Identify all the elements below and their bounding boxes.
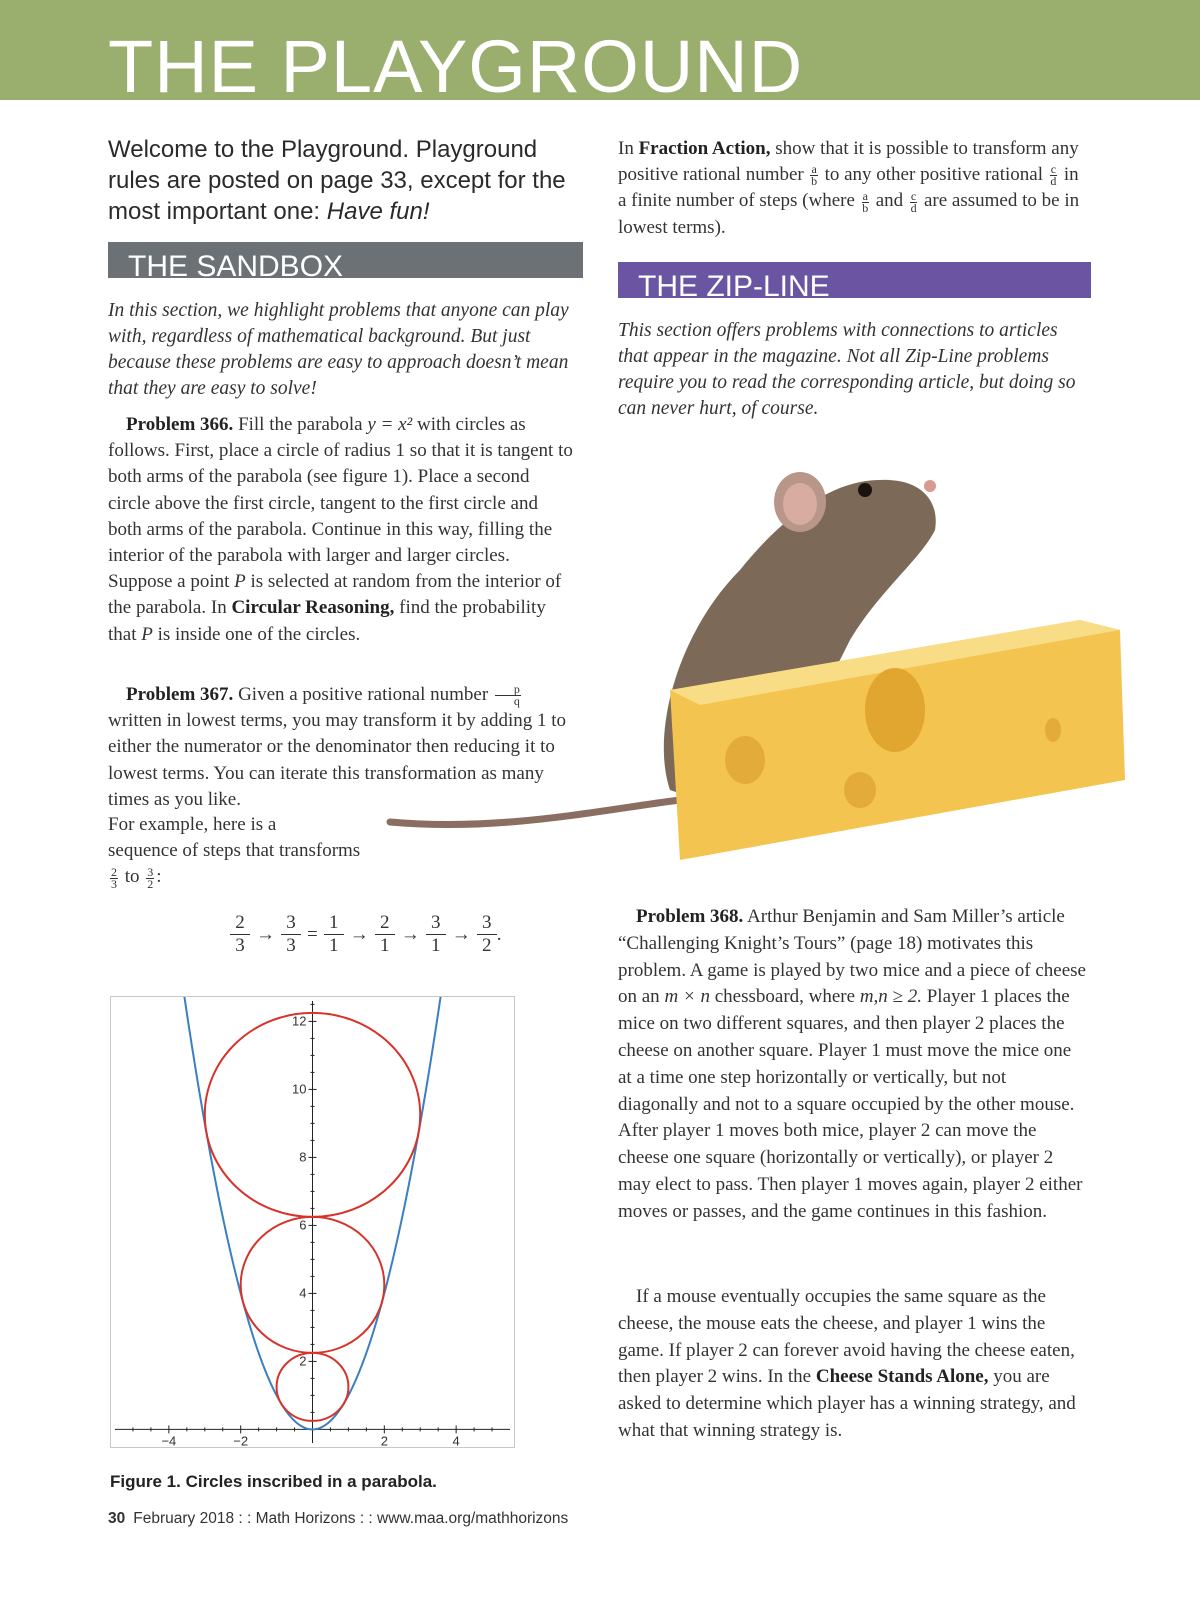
problem-368-label: Problem 368.	[636, 906, 744, 927]
problem-367-label: Problem 367.	[126, 684, 234, 705]
seq-den: 2	[481, 935, 492, 956]
zipline-heading-bar	[618, 262, 1091, 298]
y-tick-label: 6	[299, 1217, 307, 1233]
problem-366-text: find the probability that	[108, 597, 546, 645]
fraction-action-name: Fraction Action,	[638, 138, 771, 159]
seq-num: 3	[426, 912, 446, 935]
seq-operator: →	[400, 923, 420, 945]
fraction-action-text: In	[618, 138, 634, 159]
problem-367-continued	[108, 812, 408, 891]
fraction-numerator: 3	[147, 864, 154, 879]
transformation-sequence: $\frac{2}{3}$ → $\frac{3}{3}$ = $\frac{1}{1}$ → $\frac{2}{1}$ → $\frac{3}{1}$ → $\frac{3}{2}$ .	[230, 912, 501, 957]
seq-fraction	[230, 912, 250, 957]
seq-fraction	[324, 912, 344, 957]
seq-den: 3	[286, 935, 296, 956]
seq-num: 3	[477, 912, 497, 935]
intro-emphasis: Have fun!	[326, 198, 430, 225]
fraction-denominator: 3	[111, 876, 117, 891]
fraction-action-text: in a finite number of steps (where	[618, 164, 1079, 212]
fraction-denominator: b	[811, 174, 818, 189]
fraction-action-text: show that it is possible to transform any positive rational number	[618, 138, 1079, 186]
sandbox-heading: THE SANDBOX	[128, 250, 344, 278]
fraction-denominator: d	[1050, 174, 1057, 189]
problem-367-text: written in lowest terms, you may transform it by adding 1 to either the numerator or the denominator then reducing it to lowest terms. You can iterate this transformation as many times as you like.	[108, 710, 567, 810]
problem-366-text: Fill the parabola	[238, 414, 363, 435]
problem-367-text: sequence of steps that transforms	[108, 840, 361, 862]
to-word: to	[124, 866, 140, 888]
problem-367-example: $\frac{2}{3}$ to $\frac{3}{2}$ :	[111, 864, 162, 891]
seq-num: 2	[375, 912, 395, 935]
fraction-denominator: 2	[147, 876, 154, 891]
fraction-denominator: d	[910, 200, 917, 215]
fraction-from	[110, 864, 118, 891]
problem-368-text: chessboard, where	[714, 986, 856, 1008]
page-footer	[108, 1510, 568, 1528]
y-tick-label: 8	[299, 1149, 307, 1165]
problem-366-label: Problem 366.	[126, 414, 234, 435]
board-size: m × n	[664, 986, 710, 1008]
fraction-numerator: c	[910, 188, 917, 203]
header-banner	[0, 0, 1200, 100]
problem-368-text: Player 1 places the mice on two different squares, and then player 2 places the cheese on another square. Player 1 must move the mice one at a time one step horizontally or vertically, but not diagonally and not to a square occupied by the other mouse. After player 1 moves both mice, player 2 can move the cheese one square (horizontally or vertically), or player 2 may elect to pass. Then player 1 moves again, player 2 either moves or passes, and the game continues in this fashion.	[618, 986, 1083, 1222]
seq-operator: =	[307, 923, 318, 945]
x-tick-label: 2	[380, 1433, 388, 1447]
page-number: 30	[108, 1510, 126, 1527]
parabola-circles-plot	[111, 997, 514, 1447]
cheese-hole	[1045, 718, 1061, 742]
zipline-heading: THE ZIP-LINE	[638, 270, 830, 298]
figure-caption: Figure 1. Circles inscribed in a parabola.	[110, 1472, 437, 1491]
mouse-cheese-photo	[380, 460, 1140, 900]
seq-num: 2	[230, 912, 250, 935]
problem-368-paragraph-2	[618, 1284, 1088, 1445]
intro-paragraph	[108, 134, 578, 227]
seq-operator: →	[256, 923, 275, 945]
problem-368-text: If a mouse eventually occupies the same square as the cheese, the mouse eats the cheese, and player 1 wins the game. If player 2 can forever avoid having the cheese eaten, then player 2 wins. In the	[618, 1286, 1075, 1388]
y-tick-label: 10	[292, 1081, 307, 1097]
zipline-blurb: This section offers problems with connections to articles that appear in the magazine. Not all Zip-Line problems require you to read the corresponding article, but doing so can never hurt, of course.	[618, 320, 1076, 419]
cheese-hole	[725, 736, 765, 784]
y-tick-label: 4	[299, 1285, 307, 1301]
circular-reasoning-name: Circular Reasoning,	[231, 597, 395, 619]
seq-den: 1	[328, 935, 339, 956]
problem-367-text: Given a positive rational number	[238, 684, 489, 705]
footer-text: February 2018 : : Math Horizons : : www.maa.org/mathhorizons	[133, 1510, 569, 1527]
mouse-inner-ear	[783, 483, 817, 525]
cheese-hole	[844, 772, 876, 808]
seq-num: 1	[324, 912, 344, 935]
problem-366-text: is inside one of the circles.	[157, 623, 361, 645]
seq-den: 1	[379, 935, 390, 956]
mouse-eye	[858, 483, 872, 497]
problem-366-equation: y = x²	[367, 414, 413, 435]
fraction-action-text: to any other positive rational	[824, 164, 1044, 186]
variable-p: P	[234, 571, 246, 593]
seq-den: 1	[430, 935, 441, 956]
y-tick-label: 2	[299, 1353, 307, 1369]
fraction-action-paragraph	[618, 136, 1088, 241]
fraction-denominator: b	[862, 200, 869, 215]
problem-366-text: with circles as follows. First, place a circle of radius 1 so that it is tangent to both arms of the parabola (see figure 1). Place a second circle above the first circle, tangent to the first circle and both arms of the parabola. Continue in this way, filling the interior of the parabola with larger and larger circles. Suppose a point	[108, 414, 573, 593]
seq-fraction	[281, 912, 301, 957]
sandbox-heading-bar	[108, 242, 583, 278]
variable-p: P	[141, 623, 153, 645]
board-condition: m,n ≥ 2.	[859, 986, 922, 1008]
problem-366-text: is selected at random from the interior of the parabola. In	[108, 571, 562, 619]
problem-368-text: you are asked to determine which player has a winning strategy, and what that winning strategy is.	[618, 1366, 1076, 1441]
x-tick-label: −4	[161, 1433, 177, 1447]
mouse-tail	[390, 800, 680, 825]
fraction-to	[146, 864, 154, 891]
sandbox-blurb: In this section, we highlight problems that anyone can play with, regardless of mathematical background. But just because these problems are easy to approach doesn’t mean that they are easy to solve!	[108, 300, 569, 399]
fraction-numerator: a	[811, 162, 817, 177]
seq-den: 3	[235, 935, 245, 956]
y-tick-label: 12	[292, 1013, 307, 1029]
figure-1	[110, 996, 515, 1448]
x-tick-label: −2	[233, 1433, 249, 1447]
intro-text: Welcome to the Playground. Playground rules are posted on page 33, except for the most important one:	[108, 136, 566, 225]
problem-367-text: For example, here is a	[108, 814, 277, 835]
cheese-stands-alone-name: Cheese Stands Alone,	[815, 1366, 989, 1388]
seq-fraction	[477, 912, 497, 957]
fraction-numerator: 2	[111, 864, 117, 879]
fraction-action-text: and	[875, 190, 904, 212]
page-title: THE PLAYGROUND	[108, 25, 804, 100]
fraction-a-b	[862, 188, 869, 215]
fraction-action-text: are assumed to be in lowest terms).	[618, 190, 1080, 238]
problem-368	[618, 904, 1088, 1226]
fraction-c-d	[910, 188, 917, 215]
seq-num: 3	[281, 912, 301, 935]
fraction-numerator: a	[862, 188, 868, 203]
fraction-a-b	[810, 164, 817, 187]
seq-operator: →	[451, 923, 471, 945]
problem-368-text: Arthur Benjamin and Sam Miller’s article “Challenging Knight’s Tours” (page 18) motivates this problem. A game is played by two mice and a piece of cheese on an	[618, 906, 1086, 1008]
fraction-numerator: c	[1050, 162, 1057, 177]
seq-fraction	[375, 912, 395, 957]
fraction-numerator: p	[495, 684, 521, 696]
x-tick-label: 4	[452, 1433, 460, 1447]
cheese-hole	[865, 668, 925, 752]
seq-fraction	[426, 912, 446, 957]
fraction-c-d	[1050, 164, 1057, 187]
mouse-nose	[924, 480, 936, 492]
fraction-denominator: q	[513, 694, 520, 709]
seq-operator: →	[349, 923, 369, 945]
